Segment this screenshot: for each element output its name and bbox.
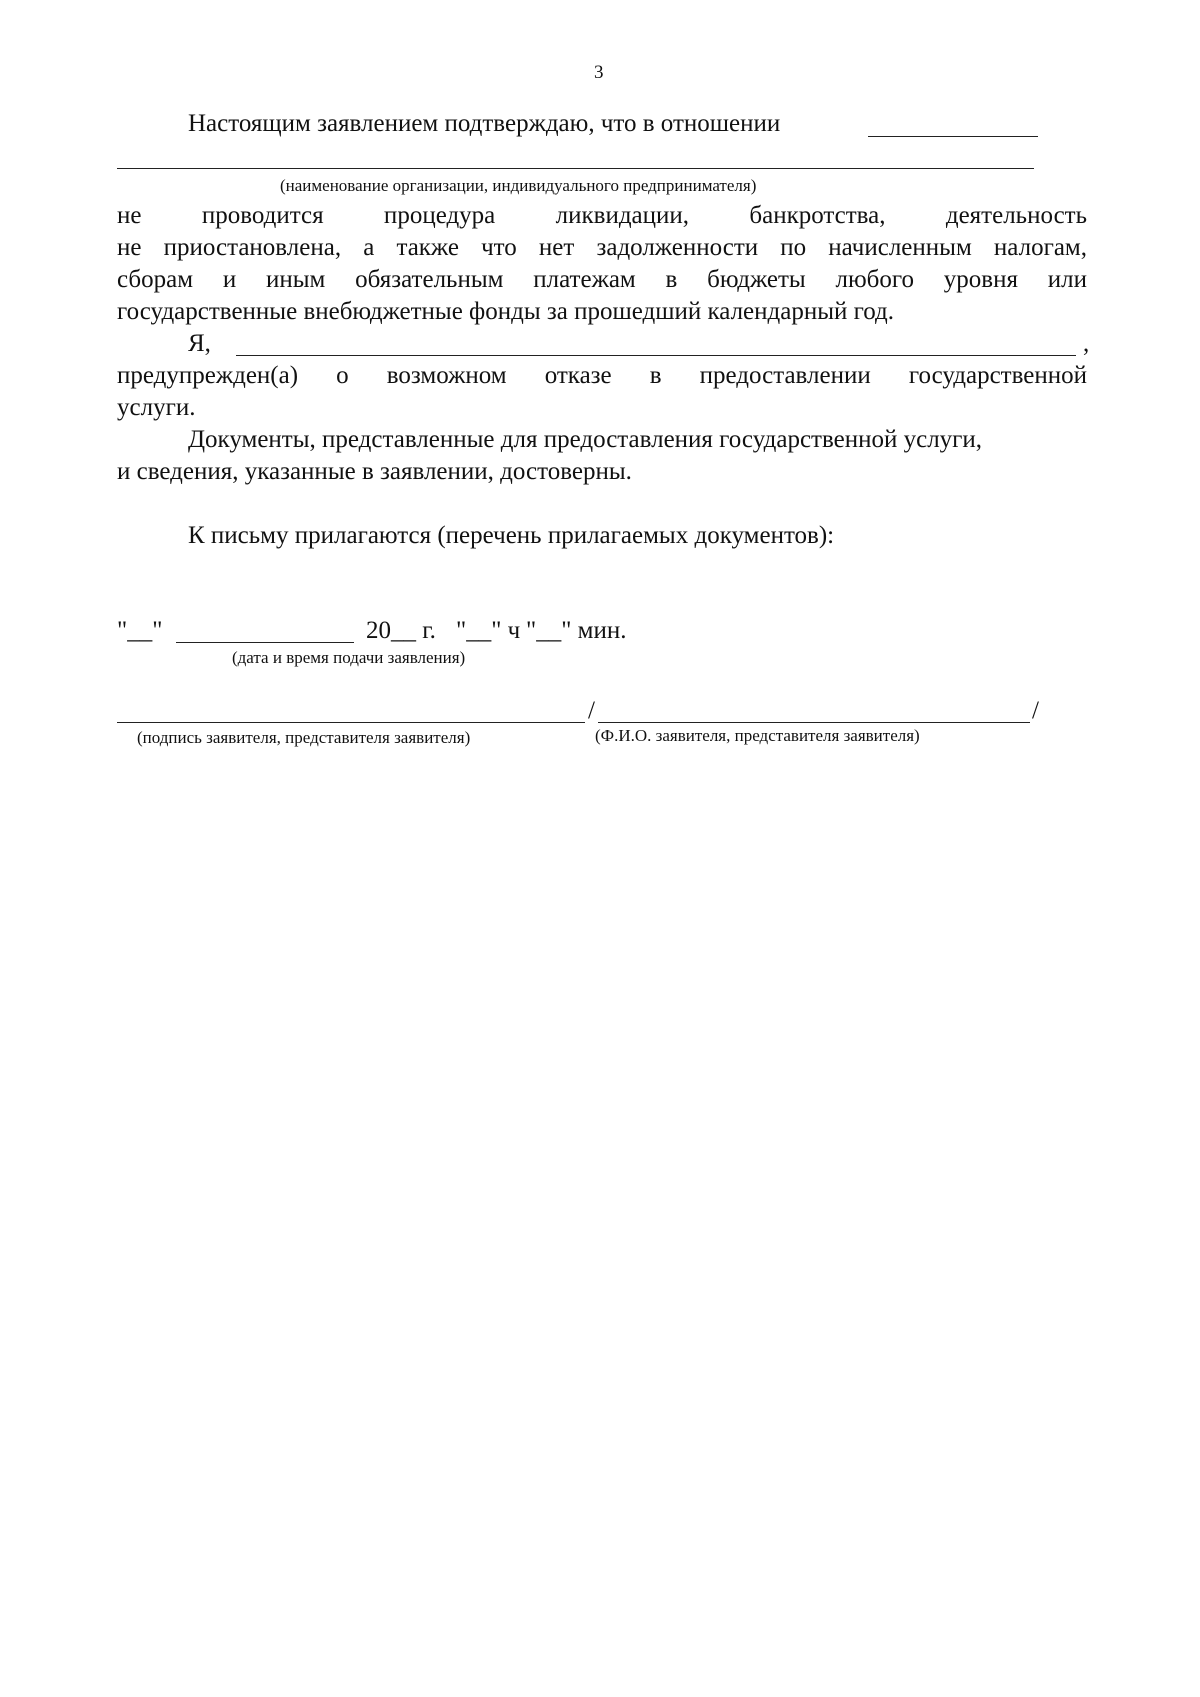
documents-line-2: и сведения, указанные в заявлении, достоверны. xyxy=(117,458,632,485)
org-blank-line-2 xyxy=(117,168,1034,169)
date-year: 20__ г. xyxy=(366,617,436,644)
paragraph1-line-4: государственные внебюджетные фонды за прошедший календарный год. xyxy=(117,298,895,325)
ya-comma: , xyxy=(1083,330,1090,357)
warning-line-1: предупрежден(а) о возможном отказе в предоставлении государственной xyxy=(117,362,1087,389)
page-number: 3 xyxy=(594,62,604,83)
fio-blank xyxy=(598,722,1030,723)
signature-blank xyxy=(117,722,585,723)
paragraph1-line-3: сборам и иным обязательным платежам в бюджеты любого уровня или xyxy=(117,266,1087,293)
fio-caption: (Ф.И.О. заявителя, представителя заявителя) xyxy=(595,726,920,745)
date-hour: "__" ч xyxy=(456,617,521,644)
signature-slash: / xyxy=(588,697,595,724)
date-day: "__" xyxy=(117,617,163,644)
fio-slash: / xyxy=(1032,697,1039,724)
attachments-label: К письму прилагаются (перечень прилагаемых документов): xyxy=(188,522,835,549)
paragraph1-line-2: не приостановлена, а также что нет задолженности по начисленным налогам, xyxy=(117,234,1087,261)
statement-intro: Настоящим заявлением подтверждаю, что в отношении xyxy=(188,110,781,137)
org-caption: (наименование организации, индивидуального предпринимателя) xyxy=(280,176,757,195)
date-month-blank xyxy=(176,642,354,643)
date-minute: "__" мин. xyxy=(526,617,627,644)
documents-line-1: Документы, представленные для предоставления государственной услуги, xyxy=(188,426,983,453)
ya-label: Я, xyxy=(188,330,211,357)
org-blank-line-1 xyxy=(868,136,1038,137)
date-caption: (дата и время подачи заявления) xyxy=(232,648,466,667)
warning-line-2: услуги. xyxy=(117,394,196,421)
applicant-name-blank xyxy=(236,355,1076,356)
signature-caption: (подпись заявителя, представителя заявителя) xyxy=(137,728,471,747)
paragraph1-line-1: не проводится процедура ликвидации, банкротства, деятельность xyxy=(117,202,1087,229)
